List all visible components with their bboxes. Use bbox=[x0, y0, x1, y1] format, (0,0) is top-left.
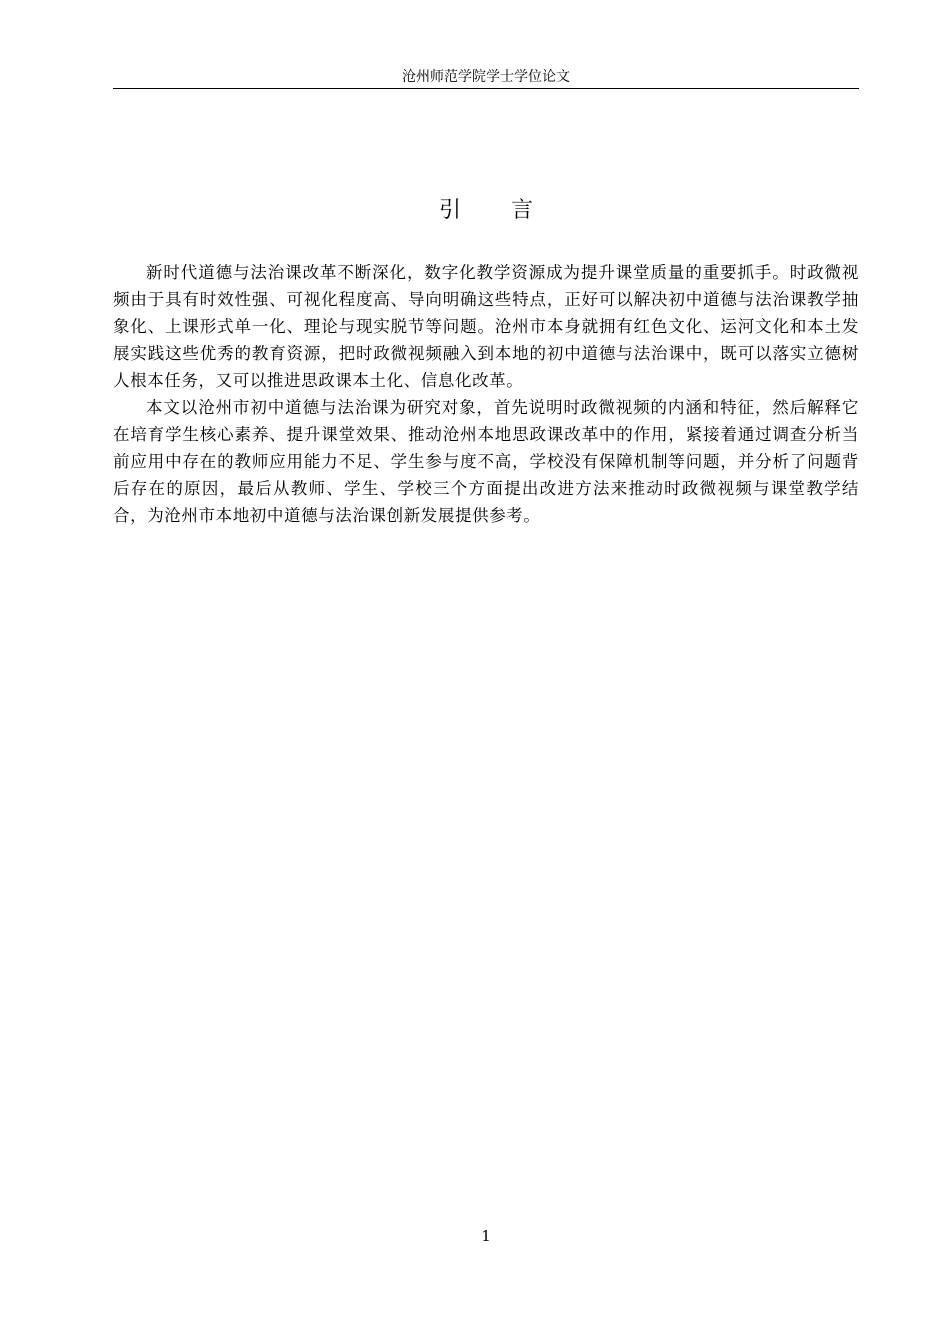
page-number: 1 bbox=[481, 1227, 491, 1245]
section-title bbox=[113, 196, 859, 226]
paragraph-2: 本文以沧州市初中道德与法治课为研究对象，首先说明时政微视频的内涵和特征，然后解释它在培育学生核心素养、提升课堂效果、推动沧州本地思政课改革中的作用，紧接着通过调查分析当前应用中存在的教师应用能力不足、学生参与度不高，学校没有保障机制等问题，并分析了问题背后存在的原因，最后从教师、学生、学校三个方面提出改进方法来推动时政微视频与课堂教学结合，为沧州市本地初中道德与法治课创新发展提供参考。 bbox=[113, 398, 859, 525]
paragraph-1: 新时代道德与法治课改革不断深化，数字化教学资源成为提升课堂质量的重要抓手。时政微视频由于具有时效性强、可视化程度高、导向明确这些特点，正好可以解决初中道德与法治课教学抽象化、上课形式单一化、理论与现实脱节等问题。沧州市本身就拥有红色文化、运河文化和本土发展实践这些优秀的教育资源，把时政微视频融入到本地的初中道德与法治课中，既可以落实立德树人根本任务，又可以推进思政课本土化、信息化改革。 bbox=[113, 263, 859, 390]
body-text bbox=[113, 259, 859, 529]
running-header bbox=[113, 68, 859, 89]
section-title-char-1: 引 bbox=[438, 198, 461, 223]
section-title-char-2: 言 bbox=[511, 198, 534, 223]
running-header-text: 沧州师范学院学士学位论文 bbox=[402, 69, 570, 85]
